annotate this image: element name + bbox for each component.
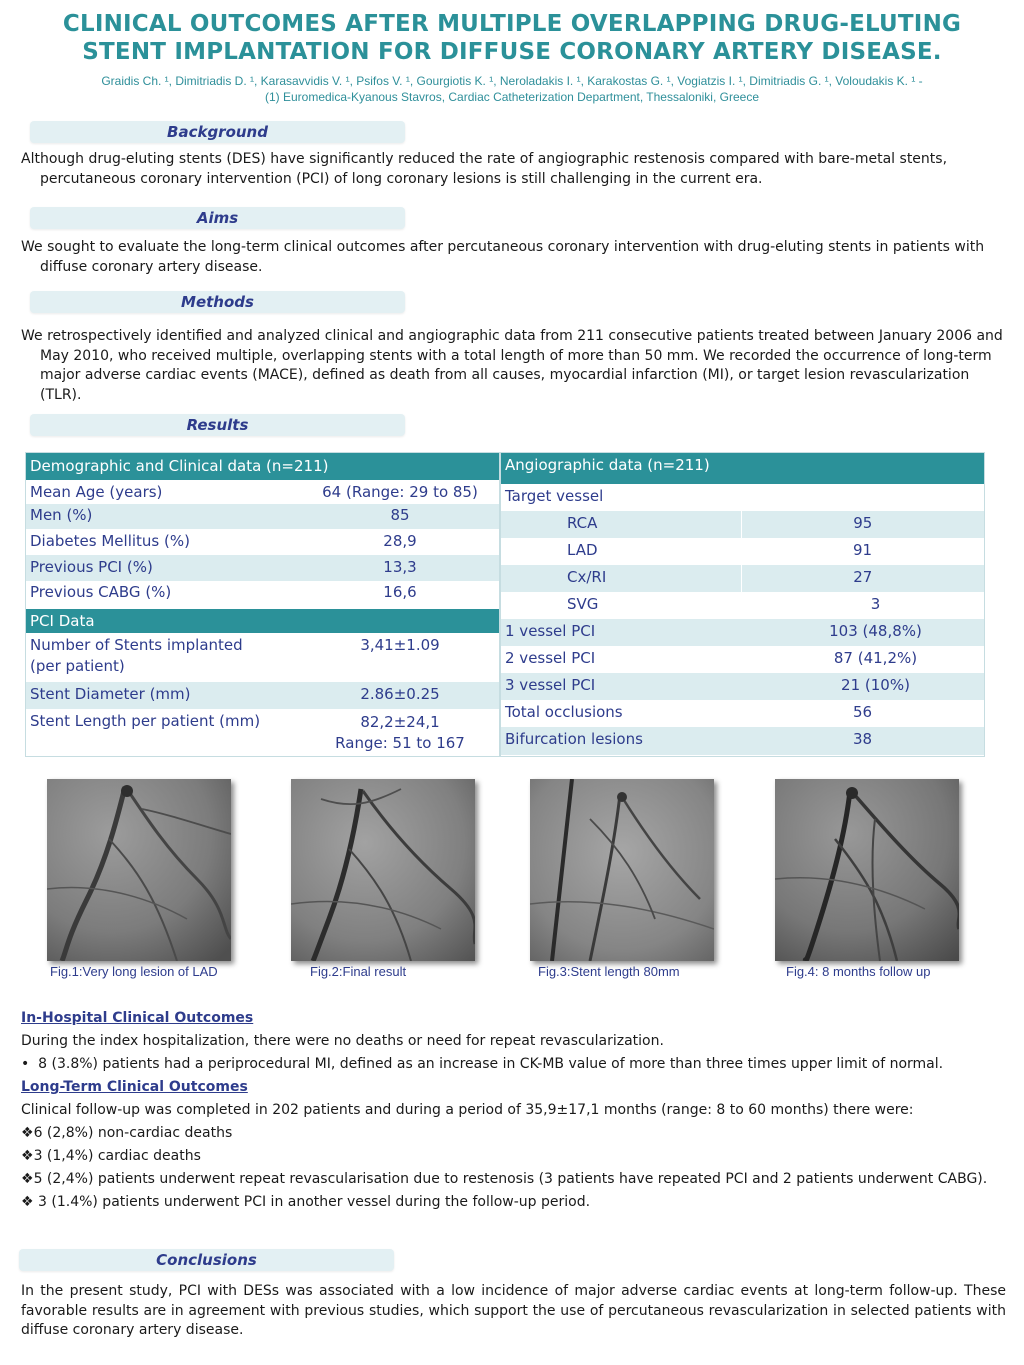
inhospital-bullet (21, 1053, 1006, 1076)
angio-header-row (501, 453, 984, 484)
title-line-1: CLINICAL OUTCOMES AFTER MULTIPLE OVERLAPPING DRUG-ELUTING (62, 11, 962, 37)
cell-value: 103 (48,8%) (741, 619, 984, 646)
figure-caption-2: Fig.2:Final result (310, 964, 407, 979)
table-row (26, 555, 499, 581)
table-row (26, 581, 499, 609)
cell-value: 64 (Range: 29 to 85) (301, 480, 499, 504)
table-row (26, 633, 499, 682)
background-text-block (21, 150, 1006, 189)
bullet-marker: ❖ (21, 1194, 34, 1210)
longterm-bullet (21, 1170, 1006, 1189)
background-heading: Background (30, 121, 405, 143)
cell-value: 16,6 (301, 581, 499, 609)
cell-label: 3 vessel PCI (501, 673, 741, 700)
cell-value: 91 (741, 538, 984, 565)
longterm-bullet (21, 1191, 1006, 1214)
target-vessel-label: Target vessel (501, 484, 984, 511)
bullet-text: 8 (3.8%) patients had a periprocedural MI, defined as an increase in CK-MB value of more than three times upper limit of normal. (38, 1056, 944, 1072)
author-block (0, 73, 1024, 105)
aims-heading: Aims (30, 207, 405, 229)
angiogram-figure-3 (530, 779, 714, 961)
cell-label: Total occlusions (501, 700, 741, 727)
angiogram-image-3 (530, 779, 714, 961)
methods-heading: Methods (30, 291, 405, 313)
conclusions-text: In the present study, PCI with DESs was associated with a low incidence of major adverse cardiac events at long-term follow-up. These favorable results are in agreement with previous studies, which support the use of percutaneous revascularization in selected patients with diffuse coronary artery disease. (21, 1283, 1006, 1338)
figure-caption-4: Fig.4: 8 months follow up (786, 964, 931, 979)
cell-label: 1 vessel PCI (501, 619, 741, 646)
table-row (501, 673, 984, 700)
results-heading: Results (30, 414, 405, 436)
table-row (501, 700, 984, 727)
table-row (501, 619, 984, 646)
bullet-text: 6 (2,8%) non-cardiac deaths (33, 1125, 233, 1141)
methods-text: We retrospectively identified and analyzed clinical and angiographic data from 211 consecutive patients treated between January 2006 and May 2010, who received multiple, overlapping stents with a total length of more than 50 mm. We recorded the occurrence of long-term major adverse cardiac events (MACE), defined as death from all causes, myocardial infarction (MI), or target lesion revascularization (TLR). (21, 328, 1003, 403)
cell-label: Previous PCI (%) (26, 555, 301, 581)
background-text: Although drug-eluting stents (DES) have significantly reduced the rate of angiographic restenosis compared with bare-metal stents, percutaneous coronary intervention (PCI) of long coronary lesions is still challenging in the current era. (21, 151, 948, 187)
cell-value: 13,3 (301, 555, 499, 581)
methods-text-block (21, 327, 1006, 405)
inhospital-text: During the index hospitalization, there were no deaths or need for repeat revascularization. (21, 1033, 664, 1049)
angiogram-figure-2 (291, 779, 475, 961)
cell-label: Stent Diameter (mm) (26, 682, 301, 709)
cell-label: SVG (501, 592, 741, 619)
cell-label: LAD (501, 538, 741, 565)
cell-value: 85 (301, 504, 499, 529)
cell-label: Diabetes Mellitus (%) (26, 529, 301, 555)
outcomes-section (21, 1007, 1006, 1214)
title-line-2: STENT IMPLANTATION FOR DIFFUSE CORONARY ARTERY DISEASE. (82, 39, 942, 65)
figure-caption-3: Fig.3:Stent length 80mm (538, 964, 680, 979)
pci-header: PCI Data (26, 609, 499, 633)
bullet-marker: ❖ (21, 1148, 34, 1164)
cell-value: 87 (41,2%) (741, 646, 984, 673)
cell-label: Stent Length per patient (mm) (26, 709, 301, 755)
angiogram-image-4 (775, 779, 959, 961)
cell-value: 2.86±0.25 (301, 682, 499, 709)
table-row (26, 709, 499, 755)
cell-value: 28,9 (301, 529, 499, 555)
angiogram-image-2 (291, 779, 475, 961)
cell-label: 2 vessel PCI (501, 646, 741, 673)
angiogram-figure-4 (775, 779, 959, 961)
author-affiliation: (1) Euromedica-Kyanous Stavros, Cardiac Catheterization Department, Thessaloniki, Greece (264, 90, 759, 104)
bullet-marker: • (21, 1056, 30, 1072)
cell-label (26, 633, 301, 682)
demographic-table-frame (25, 452, 500, 757)
cell-label: Previous CABG (%) (26, 581, 301, 609)
poster-title (0, 10, 1024, 66)
cell-label: Mean Age (years) (26, 480, 301, 504)
demographic-table (26, 453, 499, 755)
cell-value-line: 82,2±24,1 (360, 713, 440, 731)
table-row (26, 529, 499, 555)
table-row (26, 480, 499, 504)
aims-text-block (21, 238, 1006, 277)
bullet-text: 3 (1,4%) cardiac deaths (33, 1148, 201, 1164)
figure-caption-1: Fig.1:Very long lesion of LAD (50, 964, 218, 979)
table-row (501, 646, 984, 673)
angio-header: Angiographic data (n=211) (501, 453, 984, 484)
cell-label: Bifurcation lesions (501, 727, 741, 755)
cell-label: Cx/RI (501, 565, 741, 592)
angiographic-table-frame (500, 452, 985, 757)
aims-text: We sought to evaluate the long-term clinical outcomes after percutaneous coronary intervention with drug-eluting stents in patients with diffuse coronary artery disease. (21, 239, 985, 275)
longterm-heading: Long-Term Clinical Outcomes (21, 1079, 248, 1095)
bullet-text: 5 (2,4%) patients underwent repeat revascularisation due to restenosis (3 patients have repeated PCI and 2 patients underwent CABG). (33, 1171, 988, 1187)
longterm-bullet (21, 1122, 1006, 1145)
author-names: Graidis Ch. ¹, Dimitriadis D. ¹, Karasavvidis V. ¹, Psifos V. ¹, Gourgiotis K. ¹, Neroladakis I. ¹, Karakostas G. ¹, Vogiatzis I. ¹, Dimitriadis G. ¹, Voloudakis K. ¹ - (101, 74, 923, 88)
cell-label-line: (per patient) (30, 657, 125, 675)
cell-value-line: Range: 51 to 167 (335, 734, 465, 752)
cell-label-line: Number of Stents implanted (30, 636, 243, 654)
cell-label: Men (%) (26, 504, 301, 529)
table-row (501, 511, 984, 538)
cell-value: 95 (741, 511, 984, 538)
angiogram-image-1 (47, 779, 231, 961)
cell-value (301, 709, 499, 755)
inhospital-heading: In-Hospital Clinical Outcomes (21, 1010, 254, 1026)
cell-value: 3,41±1.09 (301, 633, 499, 682)
conclusions-heading: Conclusions (19, 1249, 394, 1271)
table-row (26, 682, 499, 709)
cell-value: 27 (741, 565, 984, 592)
table-row (501, 592, 984, 619)
cell-value: 3 (741, 592, 984, 619)
table-row (501, 538, 984, 565)
bullet-marker: ❖ (21, 1171, 34, 1187)
demographic-header: Demographic and Clinical data (n=211) (26, 453, 499, 480)
table-row (501, 565, 984, 592)
longterm-text: Clinical follow-up was completed in 202 patients and during a period of 35,9±17,1 months (range: 8 to 60 months) there were: (21, 1102, 914, 1118)
angiogram-figure-1 (47, 779, 231, 961)
bullet-text: 3 (1.4%) patients underwent PCI in another vessel during the follow-up period. (33, 1194, 591, 1210)
table-row (26, 504, 499, 529)
table-row (501, 484, 984, 511)
demographic-header-row (26, 453, 499, 480)
cell-label: RCA (501, 511, 741, 538)
longterm-bullet (21, 1145, 1006, 1168)
table-row (501, 727, 984, 755)
cell-value: 56 (741, 700, 984, 727)
bullet-marker: ❖ (21, 1125, 34, 1141)
cell-value: 38 (741, 727, 984, 755)
pci-header-row (26, 609, 499, 633)
angiographic-table (501, 453, 984, 755)
cell-value: 21 (10%) (741, 673, 984, 700)
